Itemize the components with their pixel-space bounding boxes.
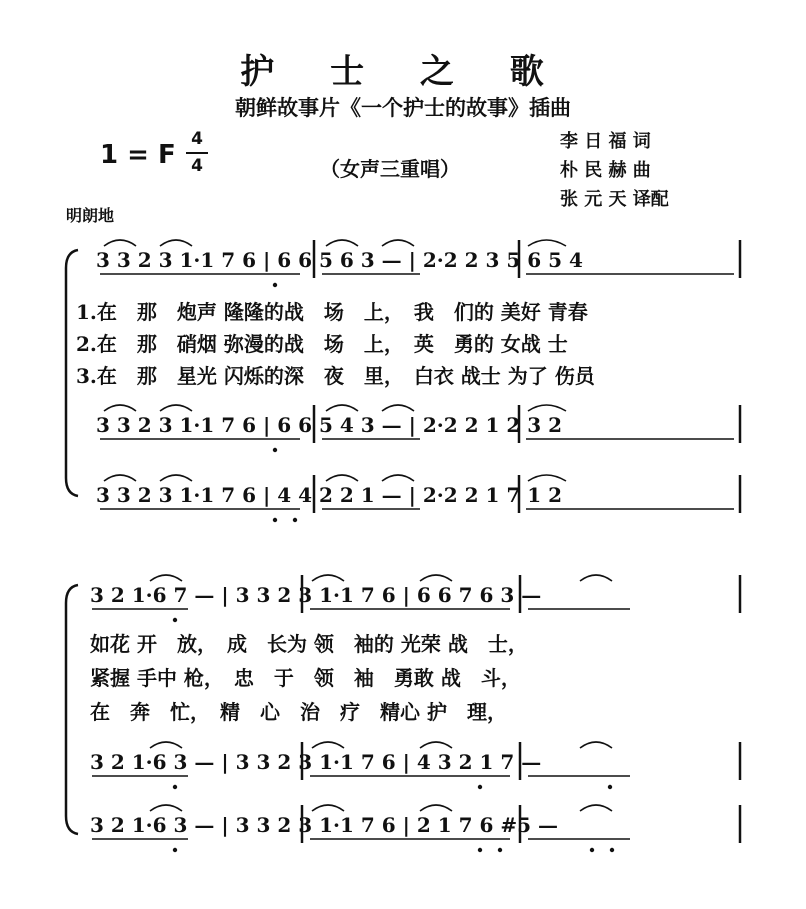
time-signature-bottom: 4	[191, 156, 203, 176]
tempo-marking: 明朗地	[66, 206, 115, 225]
system2-voice2: 3 2 1·6 3 — | 3 3 2 3 1·1 7 6 | 4 3 2 1 7 —	[90, 750, 542, 774]
time-signature-top: 4	[191, 129, 203, 149]
system1-voice1: 3 3 2 3 1·1 7 6 | 6 6 5 6 3 — | 2·2 2 3 5 6 5 4	[96, 248, 583, 272]
system1-lyric-verse1: 1.在 那 炮声 隆隆的战 场 上， 我 们的 美好 青春	[76, 300, 588, 324]
system2-lyric-verse2: 紧握 手中 枪， 忠 于 领 袖 勇敢 战 斗，	[90, 666, 521, 690]
system1-voice2: 3 3 2 3 1·1 7 6 | 6 6 5 4 3 — | 2·2 2 1 2 3 2	[96, 413, 563, 437]
page-subtitle: 朝鲜故事片《一个护士的故事》插曲	[235, 95, 571, 120]
page-title: 护 士 之 歌	[240, 52, 566, 92]
system2-bracket	[66, 585, 78, 834]
system1-lyric-verse3: 3.在 那 星光 闪烁的深 夜 里， 白衣 战士 为了 伤员	[76, 364, 595, 388]
system2-lyric-verse1: 如花 开 放， 成 长为 领 袖的 光荣 战 士，	[90, 632, 528, 656]
system1-voice3: 3 3 2 3 1·1 7 6 | 4 4 2 2 1 — | 2·2 2 1 7 1 2	[96, 483, 563, 507]
arranger-credit: 张 元 天 译配	[560, 189, 669, 210]
system1-lyric-verse2: 2.在 那 硝烟 弥漫的战 场 上， 英 勇的 女战 士	[76, 332, 568, 356]
composer-credit: 朴 民 赫 曲	[560, 160, 651, 181]
system2-voice1: 3 2 1·6 7 — | 3 3 2 3 1·1 7 6 | 6 6 7 6 3 —	[90, 583, 542, 607]
system2-lyric-verse3: 在 奔 忙， 精 心 治 疗 精心 护 理，	[90, 700, 507, 724]
voicing-label: （女声三重唱）	[320, 157, 460, 181]
lyricist-credit: 李 日 福 词	[560, 131, 651, 152]
system2-voice3: 3 2 1·6 3 — | 3 3 2 3 1·1 7 6 | 2 1 7 6 #5 —	[90, 813, 559, 837]
key-signature: 1 = F	[100, 140, 176, 170]
